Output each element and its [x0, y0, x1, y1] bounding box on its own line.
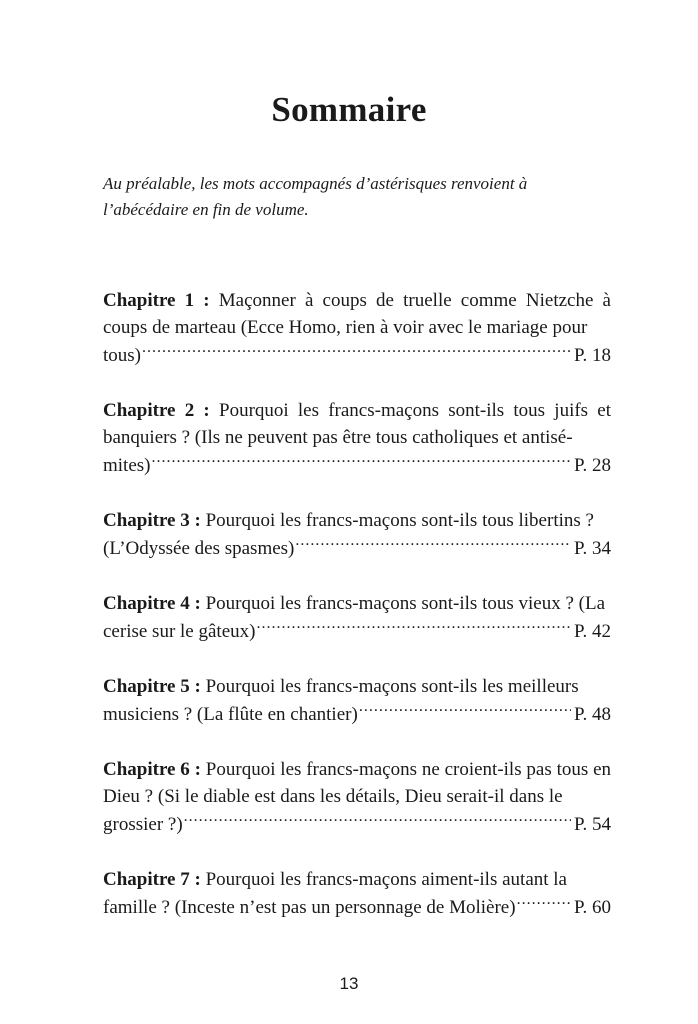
chapter-title: Pourquoi les francs-maçons ne croient-ils pas tous en Dieu ? (Si le diable est dans les détails, Dieu serait-il dans le [103, 759, 612, 807]
page-number: 13 [339, 974, 359, 993]
chapter-title: Pourquoi les francs-maçons sont-ils tous juifs et banquiers ? (Ils ne peuvent pas être tous catholiques et antisé- [103, 400, 612, 448]
chapter-title: Pourquoi les francs-maçons aiment-ils autant la [205, 869, 567, 890]
chapter-title: Pourquoi les francs-maçons sont-ils tous libertins ? [205, 510, 594, 531]
chapter-label: Chapitre 3 : [103, 510, 201, 531]
chapter-title: Pourquoi les francs-maçons sont-ils les meilleurs [205, 676, 579, 697]
chapter-title-end: tous) [103, 345, 141, 366]
dot-leader [517, 893, 571, 913]
chapter-title-end: (L’Odyssée des spasmes) [103, 538, 295, 559]
dot-leader [256, 617, 571, 637]
page-reference: P. 54 [574, 814, 611, 835]
chapter-title: Maçonner à coups de truelle comme Nietzche à coups de marteau (Ecce Homo, rien à voir avec le mariage pour [103, 290, 611, 338]
toc-entry-chapter-1[interactable] [103, 287, 611, 369]
page-reference: P. 60 [574, 897, 611, 918]
chapter-label: Chapitre 1 : [103, 290, 210, 311]
toc-entry-chapter-3[interactable] [103, 507, 611, 562]
intro-note: Au préalable, les mots accompagnés d’astérisques renvoient à l’abécédaire en fin de volume. [103, 174, 528, 219]
dot-leader [142, 341, 571, 361]
page-reference: P. 18 [574, 345, 611, 366]
toc-entry-chapter-7[interactable] [103, 866, 611, 921]
chapter-title-end: mites) [103, 455, 151, 476]
page-reference: P. 28 [574, 455, 611, 476]
page-reference: P. 34 [574, 538, 611, 559]
page-title: Sommaire [271, 90, 427, 129]
chapter-title-end: grossier ?) [103, 814, 183, 835]
chapter-title-end: cerise sur le gâteux) [103, 621, 256, 642]
table-of-contents [103, 287, 611, 949]
toc-entry-chapter-6[interactable] [103, 756, 611, 838]
chapter-label: Chapitre 2 : [103, 400, 210, 421]
chapter-label: Chapitre 7 : [103, 869, 201, 890]
toc-entry-chapter-4[interactable] [103, 590, 611, 645]
page-reference: P. 48 [574, 704, 611, 725]
chapter-title-end: famille ? (Inceste n’est pas un personnage de Molière) [103, 897, 516, 918]
chapter-title-end: musiciens ? (La flûte en chantier) [103, 704, 358, 725]
toc-entry-chapter-2[interactable] [103, 397, 611, 479]
chapter-label: Chapitre 5 : [103, 676, 201, 697]
dot-leader [184, 810, 571, 830]
dot-leader [152, 451, 572, 471]
chapter-label: Chapitre 4 : [103, 593, 201, 614]
page-reference: P. 42 [574, 621, 611, 642]
dot-leader [359, 700, 571, 720]
chapter-title: Pourquoi les francs-maçons sont-ils tous vieux ? (La [205, 593, 606, 614]
toc-entry-chapter-5[interactable] [103, 673, 611, 728]
chapter-label: Chapitre 6 : [103, 759, 201, 780]
dot-leader [295, 534, 571, 554]
